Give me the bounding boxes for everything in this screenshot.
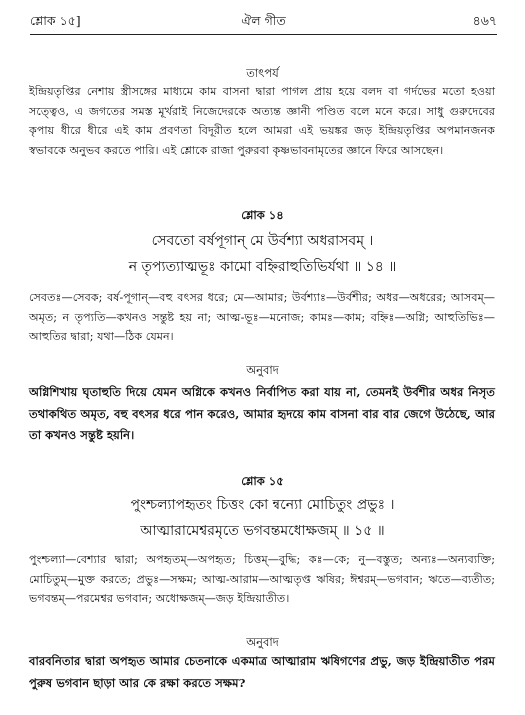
page-number: ৪৬৭	[472, 13, 497, 28]
verse14-heading: শ্লোক ১৪	[241, 208, 284, 222]
header-divider	[30, 34, 497, 35]
header-title: ঐল গীত	[241, 13, 286, 28]
verse14-line2: ন তৃপ্যত্যাত্মভূঃ কামো বহ্নিরাহুতিভির্যথা ॥ ১৪ ॥	[128, 259, 397, 275]
verse15-translation-heading: অনুবাদ	[246, 635, 279, 649]
verse14-translation-heading: অনুবাদ	[246, 363, 279, 377]
purport-heading: তাৎপর্য	[246, 66, 279, 80]
verse15-translation: বারবনিতার দ্বারা অপহৃত আমার চেতনাকে একমাত্র আত্মারাম ঋষিগণের প্রভু, জড় ইন্দ্রিয়াতীত পরম পুরুষ ভগবান ছাড়া আর কে রক্ষা করতে সক্ষম?	[29, 654, 495, 690]
verse15-line2: আত্মারামেশ্বরমৃতে ভগবন্তমধোক্ষজম্ ॥ ১৫ ॥	[140, 523, 385, 539]
verse14-translation: অগ্নিশিখায় ঘৃতাহুতি দিয়ে যেমন অগ্নিকে কখনও নির্বাপিত করা যায় না, তেমনই উর্বশীর অধর নিসৃত তথাকথিত অমৃত, বহু বৎসর ধরে পান করেও, আমার হৃদয়ে কাম বাসনা বার বার জেগে উঠেছে, আর তা কখনও সন্তুষ্ট হয়নি।	[29, 385, 495, 442]
page-header	[30, 13, 497, 35]
verse14-line1: সেবতো বর্ষপূগান্ মে উর্বশ্যা অধরাসবম্ ।	[151, 233, 374, 249]
purport-text: ইন্দ্রিয়তৃপ্তির নেশায় স্ত্রীসঙ্গের মাধ্যমে কাম বাসনা দ্বারা পাগল প্রায় হয়ে বলদ বা গর্দভের মতো হওয়া সত্ত্বেও, এ জগতের সমস্ত মূর্খরাই নিজেদেরকে অত্যন্ত জ্ঞানী পণ্ডিত বলে মনে করে। সাধু গুরুদেবের কৃপায় ধীরে ধীরে এই কাম প্রবণতা বিদূরীত হলে আমরা এই ভয়ঙ্কর জড় ইন্দ্রিয়তৃপ্তির অপমানজনক স্বভাবকে অনুভব করতে পারি। এই শ্লোকে রাজা পুরুরবা কৃষ্ণভাবনামৃতের জ্ঞানে ফিরে আসছেন।	[29, 85, 495, 157]
verse15-heading: শ্লোক ১৫	[241, 474, 284, 488]
verse15-synonyms: পুংশ্চল্যা—বেশ্যার দ্বারা; অপহৃতম্—অপহৃত; চিত্তম্—বুদ্ধি; কঃ—কে; নু—বস্তুত; অন্যঃ—অন্যব্যক্তি; মোচিতুম্—মুক্ত করতে; প্রভুঃ—সক্ষম; আত্ম-আরাম—আত্মতৃপ্ত ঋষির; ঈশ্বরম্—ভগবান; ঋতে—ব্যতীত; ভগবন্তম্—পরমেশ্বর ভগবান; অধোক্ষজম্—জড় ইন্দ্রিয়াতীত।	[29, 553, 495, 606]
verse15-line1: পুংশ্চল্যাপহৃতং চিত্তং কো ন্বন্যো মোচিতুং প্রভুঃ ।	[130, 497, 395, 513]
verse14-synonyms: সেবতঃ—সেবক; বর্ষ-পূগান্—বহু বৎসর ধরে; মে—আমার; উর্বশ্যাঃ—উর্বশীর; অধর—অধরের; আসবম্—অমৃত; ন তৃপ্যতি—কখনও সন্তুষ্ট হয় না; আত্ম-ভূঃ—মনোজ; কামঃ—কাম; বহ্নিঃ—অগ্নি; আহুতিভিঃ—আহুতির দ্বারা; যথা—ঠিক যেমন।	[29, 291, 495, 344]
header-chapter-ref: শ্লোক ১৫]	[30, 13, 81, 28]
